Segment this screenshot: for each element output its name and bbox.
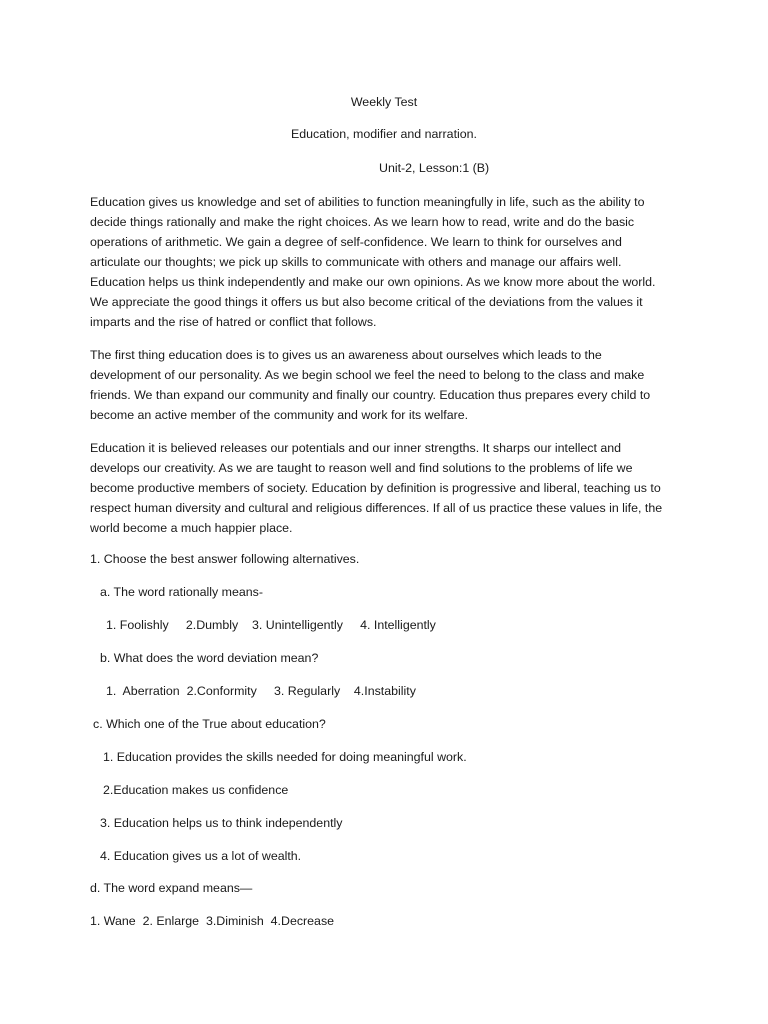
passage-paragraph-2 [90, 345, 680, 425]
question-c-option-4: 4. Education gives us a lot of wealth. [100, 849, 302, 863]
paragraph-line: friends. We than expand our community and finally our country. Education thus prepares every child to [90, 388, 651, 402]
question-a: a. The word rationally means- [100, 585, 263, 599]
question-d: d. The word expand means— [90, 881, 253, 895]
question-b: b. What does the word deviation mean? [100, 651, 319, 665]
paragraph-line: imparts and the rise of hatred or conflict that follows. [90, 315, 377, 329]
question-c-option-1: 1. Education provides the skills needed for doing meaningful work. [103, 750, 467, 764]
passage-paragraph-1 [90, 192, 680, 332]
question-c: c. Which one of the True about education? [93, 717, 326, 731]
question-c-option-3: 3. Education helps us to think independently [100, 816, 343, 830]
paragraph-line: become productive members of society. Education by definition is progressive and liberal, teaching us to [90, 481, 661, 495]
questions-heading: 1. Choose the best answer following alternatives. [90, 552, 360, 566]
page-subtitle: Education, modifier and narration. [291, 127, 477, 141]
page-title: Weekly Test [350, 95, 418, 109]
paragraph-line: Education helps us think independently and make our own opinions. As we know more about the world. [90, 275, 656, 289]
paragraph-line: decide things rationally and make the right choices. As we learn how to read, write and do the basic [90, 215, 635, 229]
paragraph-line: Education it is believed releases our potentials and our inner strengths. It sharps our intellect and [90, 441, 622, 455]
paragraph-line: development of our personality. As we begin school we feel the need to belong to the class and make [90, 368, 645, 382]
unit-lesson-label: Unit-2, Lesson:1 (B) [379, 161, 490, 175]
paragraph-line: Education gives us knowledge and set of abilities to function meaningfully in life, such as the ability to [90, 195, 645, 209]
paragraph-line: world become a much happier place. [90, 521, 293, 535]
paragraph-line: articulate our thoughts; we pick up skills to communicate with others and manage our affairs well. [90, 255, 622, 269]
paragraph-line: operations of arithmetic. We gain a degree of self-confidence. We learn to think for ourselves and [90, 235, 622, 249]
paragraph-line: become an active member of the community and work for its welfare. [90, 408, 469, 422]
passage-paragraph-3 [90, 438, 680, 538]
paragraph-line: The first thing education does is to gives us an awareness about ourselves which leads to the [90, 348, 602, 362]
paragraph-line: respect human diversity and cultural and religious differences. If all of us practice these values in life, the [90, 501, 663, 515]
paragraph-line: develops our creativity. As we are taught to reason well and find solutions to the problems of life we [90, 461, 633, 475]
question-c-option-2: 2.Education makes us confidence [103, 783, 289, 797]
question-d-options: 1. Wane 2. Enlarge 3.Diminish 4.Decrease [90, 914, 335, 928]
question-a-options: 1. Foolishly 2.Dumbly 3. Unintelligently 4. Intelligently [106, 618, 436, 632]
question-b-options: 1. Aberration 2.Conformity 3. Regularly 4.Instability [106, 684, 416, 698]
paragraph-line: We appreciate the good things it offers us but also become critical of the deviations from the values it [90, 295, 643, 309]
